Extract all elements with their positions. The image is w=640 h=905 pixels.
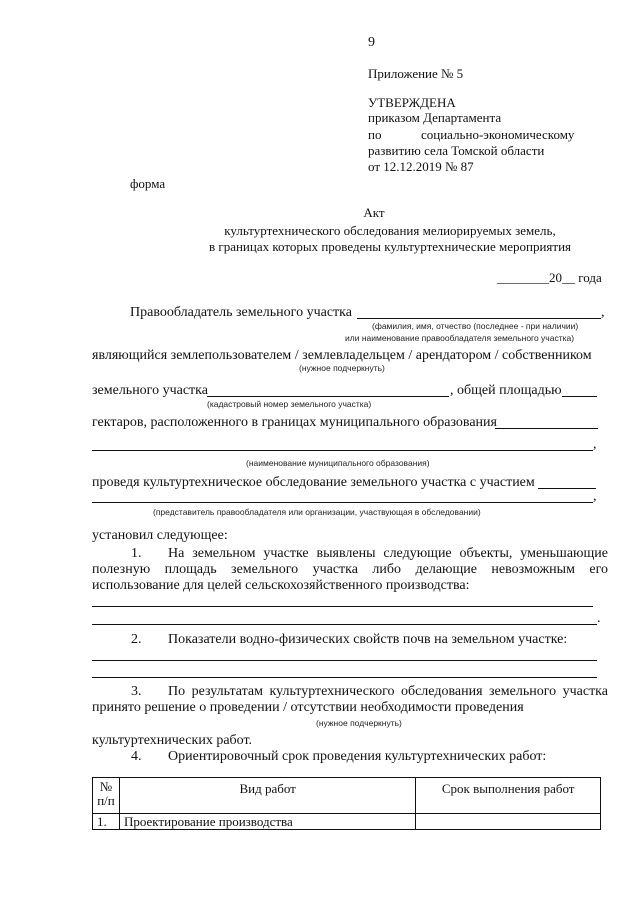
participant-field-b[interactable] [92, 502, 593, 503]
item-3-text-c: культуртехнических работ. [92, 733, 253, 748]
works-table [92, 777, 601, 830]
title-line-2: культуртехнического обследования мелиорируемых земель, [224, 223, 556, 238]
item-3-hint: (нужное подчеркнуть) [316, 718, 402, 728]
cadastral-field[interactable] [207, 396, 449, 397]
holder-hint-2: или наименование правообладателя земельного участка) [345, 333, 575, 343]
item-1-text-a: На земельном участке выявлены следующие объекты, уменьшающие [168, 546, 608, 561]
status-line: являющийся землепользователем / землевладельцем / арендатором / собственником [92, 348, 592, 363]
participant-field-a[interactable] [538, 488, 596, 489]
holder-label: Правообладатель земельного участка [130, 305, 352, 320]
item-2-answer-line-2[interactable] [92, 677, 597, 678]
item-1-number: 1. [131, 546, 142, 561]
item-3-text-a: По результатам культуртехнического обследования земельного участка [168, 684, 608, 699]
table-row [93, 814, 601, 830]
municipality-field-a[interactable] [495, 428, 598, 429]
column-header-number: № п/п [93, 778, 120, 814]
title-line-1: Акт [363, 205, 385, 220]
item-1-text-b: полезную площадь земельного участка либо делающие невозможным его [92, 562, 608, 577]
participant-hint: (представитель правообладателя или организации, участвующая в обследовании) [153, 507, 481, 517]
form-label: форма [130, 176, 166, 191]
item-1-answer-line-2[interactable] [92, 624, 597, 625]
date-line: ________20__ года [497, 270, 602, 285]
approved-label: УТВЕРЖДЕНА [368, 95, 456, 110]
item-3-number: 3. [131, 684, 142, 699]
item-2-text: Показатели водно-физических свойств почв на земельном участке: [168, 632, 568, 647]
period: . [597, 611, 601, 626]
item-3-text-b: принято решение о проведении / отсутствии необходимости проведения [92, 700, 524, 715]
column-header-work-type: Вид работ [119, 778, 415, 814]
item-2-answer-line-1[interactable] [92, 660, 597, 661]
comma: , [593, 437, 597, 452]
survey-line: проведя культуртехническое обследование земельного участка с участием [92, 475, 535, 490]
approval-line-3: развитию села Томской области [368, 143, 545, 158]
item-2-number: 2. [131, 632, 142, 647]
municipality-hint: (наименование муниципального образования) [246, 458, 430, 468]
municipality-field-b[interactable] [92, 450, 593, 451]
approval-line-4: от 12.12.2019 № 87 [368, 159, 474, 174]
item-4-text: Ориентировочный срок проведения культуртехнических работ: [168, 749, 547, 764]
established-label: установил следующее: [92, 528, 228, 543]
title-line-3: в границах которых проведены культуртехнические мероприятия [208, 239, 572, 254]
approval-line-2b: социально-экономическому [421, 127, 575, 142]
table-cell-number: 1. [93, 814, 120, 830]
column-header-deadline: Срок выполнения работ [416, 778, 601, 814]
comma: , [593, 489, 597, 504]
item-1-text-c: использование для целей сельскохозяйственного производства: [92, 578, 470, 593]
plot-label: земельного участка [92, 383, 208, 398]
approval-line-1: приказом Департамента [368, 110, 502, 125]
appendix-label: Приложение № 5 [368, 66, 464, 81]
table-header-row [93, 778, 601, 814]
status-hint: (нужное подчеркнуть) [299, 363, 385, 373]
item-1-answer-line-1[interactable] [92, 606, 593, 607]
comma: , [601, 305, 605, 320]
item-4-number: 4. [131, 749, 142, 764]
page-number: 9 [368, 35, 375, 50]
located-line: гектаров, расположенного в границах муниципального образования [92, 415, 497, 430]
approval-line-2a: по [368, 127, 382, 142]
holder-field[interactable] [357, 318, 601, 319]
table-cell-work-type: Проектирование производства [119, 814, 415, 830]
area-field[interactable] [562, 396, 597, 397]
holder-hint-1: (фамилия, имя, отчество (последнее - при наличии) [372, 321, 579, 331]
cadastral-hint: (кадастровый номер земельного участка) [207, 399, 372, 409]
table-cell-deadline[interactable] [416, 814, 601, 830]
area-label: , общей площадью [450, 383, 562, 398]
